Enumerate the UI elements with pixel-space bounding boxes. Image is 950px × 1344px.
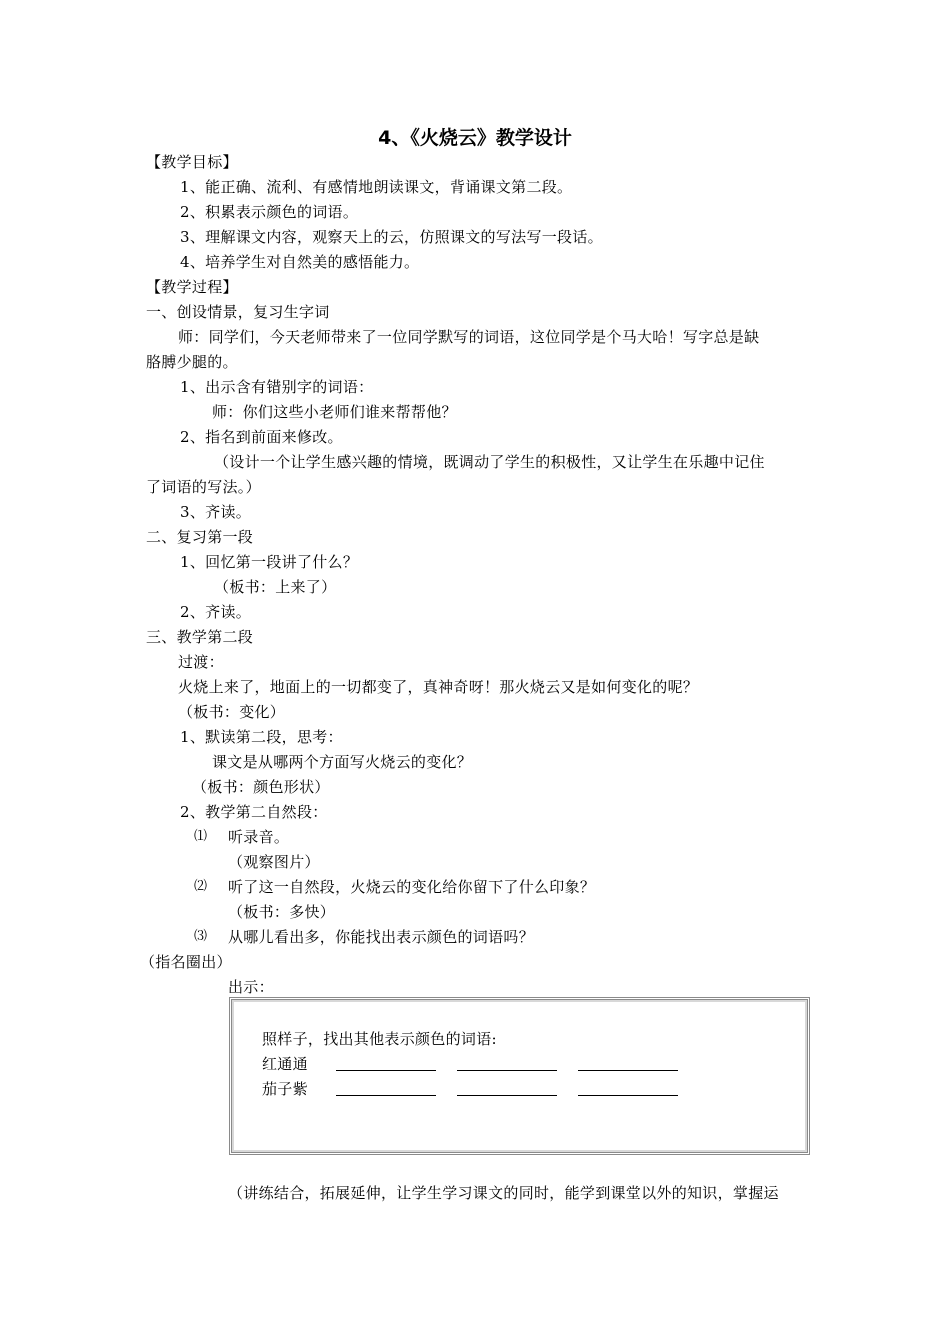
goals-heading: 【教学目标】 <box>146 153 238 171</box>
part3-step1: 1、默读第二段，思考： <box>180 728 343 746</box>
answer-blank <box>457 1081 557 1096</box>
part1-intro-line1: 师：同学们，今天老师带来了一位同学默写的词语，这位同学是个马大哈！写字总是缺 <box>178 328 760 346</box>
part1-note-line1: （设计一个让学生感兴趣的情境，既调动了学生的积极性，又让学生在乐趣中记住 <box>214 453 765 471</box>
sub-item-number: ⑵ <box>194 879 208 894</box>
part1-step2: 2、指名到前面来修改。 <box>180 428 343 446</box>
goal-item: 3、理解课文内容，观察天上的云，仿照课文的写法写一段话。 <box>180 228 603 246</box>
sub-item-text: 听了这一自然段，火烧云的变化给你留下了什么印象？ <box>228 878 596 896</box>
sub-item-number: ⑶ <box>194 929 208 944</box>
answer-blank <box>457 1056 557 1071</box>
answer-blank <box>578 1081 678 1096</box>
sub-item-note: （指名圈出） <box>140 953 232 971</box>
sub-item-note: （板书：多快） <box>228 903 336 921</box>
closing-note: （讲练结合，拓展延伸，让学生学习课文的同时，能学到课堂以外的知识，掌握运 <box>228 1184 779 1202</box>
answer-blank <box>578 1056 678 1071</box>
part2-board: （板书：上来了） <box>214 578 337 596</box>
sub-item-text: 听录音。 <box>228 828 290 846</box>
part1-note-line2: 了词语的写法。） <box>146 478 261 496</box>
exercise-row <box>262 1080 694 1098</box>
part1-step1: 1、出示含有错别字的词语： <box>180 378 374 396</box>
sub-item-note: （观察图片） <box>228 853 320 871</box>
goal-item: 2、积累表示颜色的词语。 <box>180 203 359 221</box>
answer-blank <box>336 1056 436 1071</box>
answer-blank <box>336 1081 436 1096</box>
exercise-prompt: 照样子，找出其他表示颜色的词语: <box>262 1030 497 1048</box>
part1-intro-line2: 胳膊少腿的。 <box>146 353 238 371</box>
example-word: 茄子紫 <box>262 1080 308 1098</box>
process-heading: 【教学过程】 <box>146 278 238 296</box>
part2-step2: 2、齐读。 <box>180 603 252 621</box>
part3-step1-question: 课文是从哪两个方面写火烧云的变化？ <box>212 753 473 771</box>
show-label: 出示： <box>228 978 274 996</box>
part2-step1: 1、回忆第一段讲了什么？ <box>180 553 359 571</box>
part1-step1-question: 师：你们这些小老师们谁来帮帮他？ <box>212 403 457 421</box>
part3-step2: 2、教学第二自然段： <box>180 803 328 821</box>
example-word: 红通通 <box>262 1055 308 1073</box>
part3-board-color-shape: （板书：颜色形状） <box>192 778 330 796</box>
goal-item: 1、能正确、流利、有感情地朗读课文，背诵课文第二段。 <box>180 178 573 196</box>
part1-heading: 一、创设情景，复习生字词 <box>146 303 330 321</box>
sub-item-number: ⑴ <box>194 829 208 844</box>
part2-heading: 二、复习第一段 <box>146 528 254 546</box>
part3-heading: 三、教学第二段 <box>146 628 254 646</box>
goal-item: 4、培养学生对自然美的感悟能力。 <box>180 253 420 271</box>
exercise-row <box>262 1055 694 1073</box>
part3-board-change: （板书：变化） <box>178 703 286 721</box>
part3-transition-text: 火烧上来了，地面上的一切都变了，真神奇呀！那火烧云又是如何变化的呢？ <box>178 678 699 696</box>
part3-transition-label: 过渡： <box>178 653 224 671</box>
exercise-box <box>229 997 810 1155</box>
document-title: 4、《火烧云》教学设计 <box>378 127 572 149</box>
part1-step3: 3、齐读。 <box>180 503 252 521</box>
sub-item-text: 从哪儿看出多，你能找出表示颜色的词语吗？ <box>228 928 535 946</box>
